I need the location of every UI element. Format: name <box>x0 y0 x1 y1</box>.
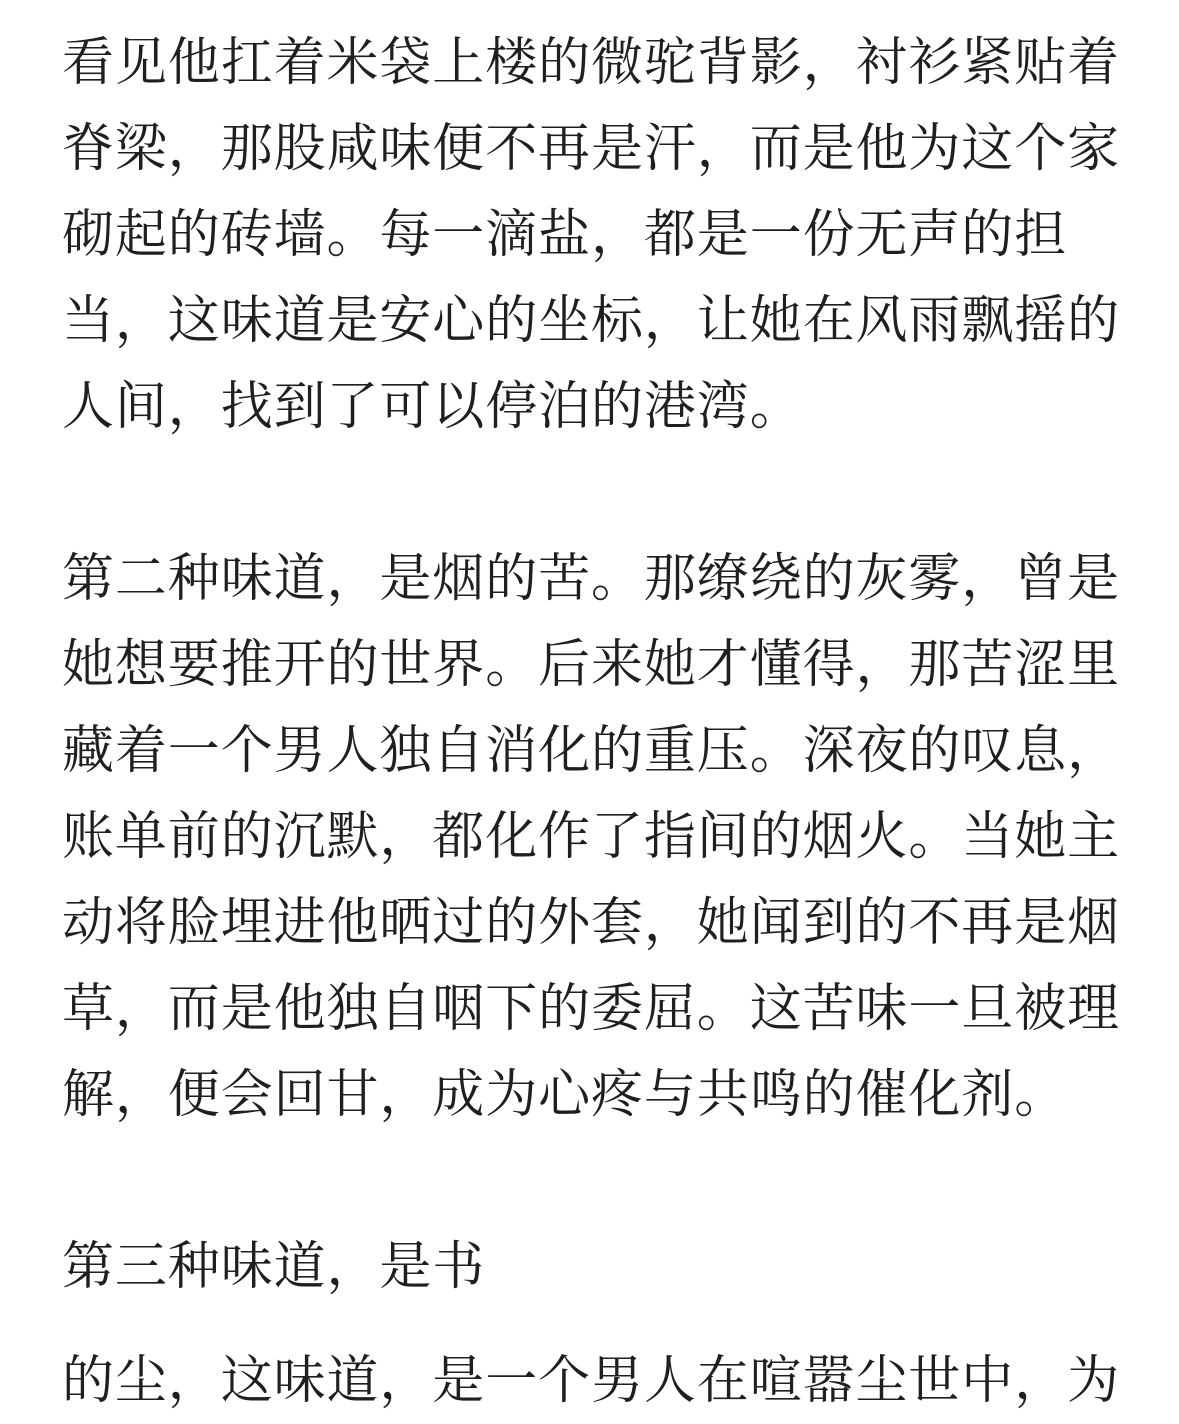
text-line: 砌起的砖墙。每一滴盐，都是一份无声的担 <box>62 205 1068 265</box>
paragraph-2 <box>62 536 1132 1138</box>
text-line: 第二种味道，是烟的苦。那缭绕的灰雾，曾是 <box>62 549 1121 609</box>
text-line: 她想要推开的世界。后来她才懂得，那苦涩里 <box>62 635 1121 695</box>
text-line: 当，这味道是安心的坐标，让她在风雨飘摇的 <box>62 291 1121 351</box>
text-line: 解，便会回甘，成为心疼与共鸣的催化剂。 <box>62 1065 1068 1125</box>
text-line: 人间，找到了可以停泊的港湾。 <box>62 377 803 437</box>
text-line: 账单前的沉默，都化作了指间的烟火。当她主 <box>62 807 1121 867</box>
text-line: 动将脸埋进他晒过的外套，她闻到的不再是烟 <box>62 893 1121 953</box>
text-line: 藏着一个男人独自消化的重压。深夜的叹息， <box>62 721 1121 781</box>
paragraph-1 <box>62 20 1132 450</box>
paragraph-3 <box>62 1224 1132 1310</box>
text-line: 草，而是他独自咽下的委屈。这苦味一旦被理 <box>62 979 1121 1039</box>
text-line: 脊梁，那股咸味便不再是汗，而是他为这个家 <box>62 119 1121 179</box>
text-line: 第三种味道，是书 <box>62 1237 486 1297</box>
text-line: 看见他扛着米袋上楼的微驼背影，衬衫紧贴着 <box>62 33 1121 93</box>
article-body <box>62 20 1132 1396</box>
cut-off-text-line: 的尘，这味道，是一个男人在喧嚣尘世中，为 <box>62 1351 1121 1411</box>
